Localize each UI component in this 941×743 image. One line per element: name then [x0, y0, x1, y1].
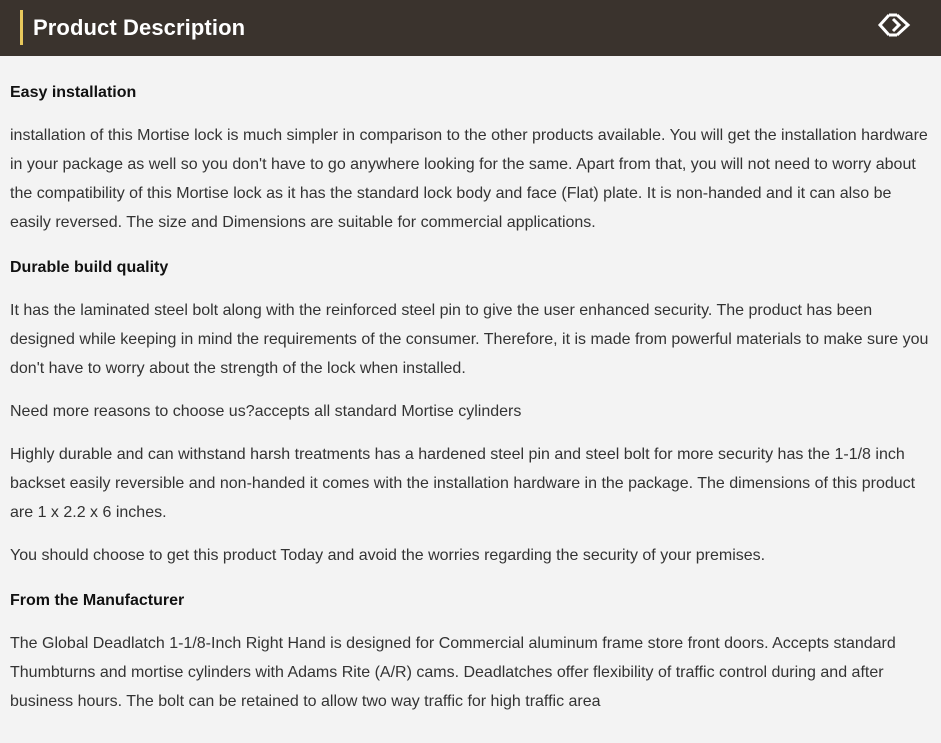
product-description-content	[0, 56, 941, 716]
diamond-logo-icon	[877, 11, 911, 43]
section-header	[0, 0, 941, 56]
paragraph-durable-build-1: It has the laminated steel bolt along with the reinforced steel pin to give the user enhanced security. The product has been designed while keeping in mind the requirements of the consumer. Therefore, it is made from powerful materials to make sure you don't have to worry about the strength of the lock when installed.	[10, 302, 929, 377]
section-heading-easy-installation: Easy installation	[10, 84, 137, 101]
paragraph-easy-installation: installation of this Mortise lock is much simpler in comparison to the other products available. You will get the installation hardware in your package as well so you don't have to go anywhere looking for the same. Apart from that, you will not need to worry about the compatibility of this Mortise lock as it has the standard lock body and face (Flat) plate. It is non-handed and it can also be easily reversed. The size and Dimensions are suitable for commercial applications.	[10, 127, 928, 231]
paragraph-durable-build-4: You should choose to get this product Today and avoid the worries regarding the security of your premises.	[10, 547, 766, 564]
paragraph-durable-build-3: Highly durable and can withstand harsh treatments has a hardened steel pin and steel bolt for more security has the 1-1/8 inch backset easily reversible and non-handed it comes with the installation hardware in the package. The dimensions of this product are 1 x 2.2 x 6 inches.	[10, 446, 916, 521]
page-title: Product Description	[33, 15, 246, 40]
paragraph-manufacturer: The Global Deadlatch 1-1/8-Inch Right Hand is designed for Commercial aluminum frame store front doors. Accepts standard Thumbturns and mortise cylinders with Adams Rite (A/R) cams. Deadlatches offer flexibility of traffic control during and after business hours. The bolt can be retained to allow two way traffic for high traffic area	[10, 635, 896, 710]
header-accent-bar	[20, 10, 23, 45]
section-heading-manufacturer: From the Manufacturer	[10, 592, 185, 609]
section-heading-durable-build: Durable build quality	[10, 259, 169, 276]
paragraph-durable-build-2: Need more reasons to choose us?accepts all standard Mortise cylinders	[10, 403, 522, 420]
